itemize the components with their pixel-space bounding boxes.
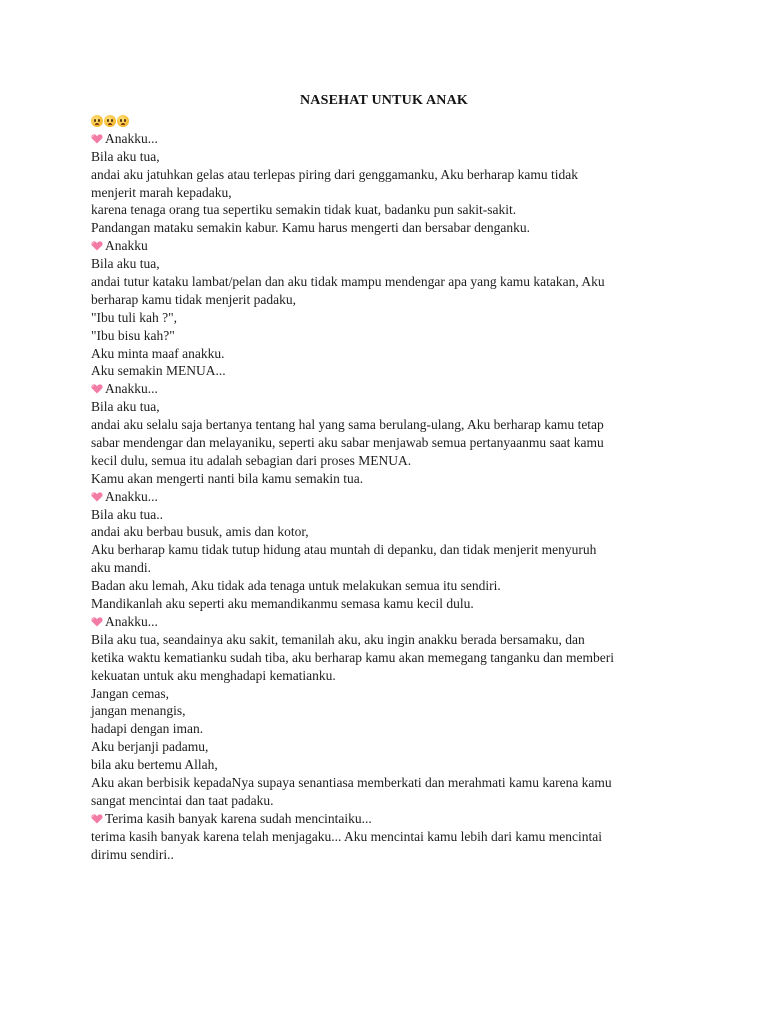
heart-icon xyxy=(91,492,103,502)
text-line-content: Aku semakin MENUA... xyxy=(91,363,226,379)
text-line xyxy=(91,362,691,380)
crying-face-icon xyxy=(104,115,116,127)
text-line xyxy=(91,345,691,363)
text-line xyxy=(91,756,691,774)
text-line-content: bila aku bertemu Allah, xyxy=(91,757,218,773)
text-line xyxy=(91,130,691,148)
text-line-content: berharap kamu tidak menjerit padaku, xyxy=(91,291,297,307)
text-line-content: Jangan cemas, xyxy=(91,685,169,701)
heart-icon xyxy=(91,134,103,144)
text-line-content: andai tutur kataku lambat/pelan dan aku tidak mampu mendengar apa yang kamu katakan, Aku xyxy=(91,274,605,290)
text-line-content: Anakku... xyxy=(105,488,158,504)
text-line-content: andai aku selalu saja bertanya tentang hal yang sama berulang-ulang, Aku berharap kamu tetap xyxy=(91,417,604,433)
text-line xyxy=(91,649,691,667)
text-line xyxy=(91,810,691,828)
text-line-content: kecil dulu, semua itu adalah sebagian dari proses MENUA. xyxy=(91,452,412,468)
heart-icon xyxy=(91,814,103,824)
text-line xyxy=(91,667,691,685)
text-line xyxy=(91,237,691,255)
text-line xyxy=(91,470,691,488)
text-line-content: Bila aku tua, xyxy=(91,256,160,272)
text-line xyxy=(91,631,691,649)
text-line xyxy=(91,309,691,327)
text-line-content: sangat mencintai dan taat padaku. xyxy=(91,792,274,808)
text-line-content: hadapi dengan iman. xyxy=(91,721,204,737)
text-line-content: dirimu sendiri.. xyxy=(91,846,174,862)
text-line-content: "Ibu tuli kah ?", xyxy=(91,309,178,325)
heart-icon xyxy=(91,617,103,627)
text-line xyxy=(91,828,691,846)
text-line-content: jangan menangis, xyxy=(91,703,186,719)
text-line xyxy=(91,720,691,738)
text-line-content: Terima kasih banyak karena sudah mencintaiku... xyxy=(105,810,372,826)
text-line-content: Mandikanlah aku seperti aku memandikanmu semasa kamu kecil dulu. xyxy=(91,596,474,612)
text-line xyxy=(91,291,691,309)
text-line xyxy=(91,792,691,810)
text-line-content: Anakku... xyxy=(105,381,158,397)
text-line-content: karena tenaga orang tua sepertiku semakin tidak kuat, badanku pun sakit-sakit. xyxy=(91,202,517,218)
text-line xyxy=(91,685,691,703)
text-line xyxy=(91,255,691,273)
text-line-content: Bila aku tua, seandainya aku sakit, temanilah aku, aku ingin anakku berada bersamaku, dan xyxy=(91,631,585,647)
text-line-content: sabar mendengar dan melayaniku, seperti aku sabar menjawab semua pertanyaanmu saat kamu xyxy=(91,435,604,451)
text-line-content: Pandangan mataku semakin kabur. Kamu harus mengerti dan bersabar denganku. xyxy=(91,220,530,236)
text-line-content: kekuatan untuk aku menghadapi kematianku. xyxy=(91,667,336,683)
text-line-content: Bila aku tua, xyxy=(91,148,160,164)
text-line-content: Badan aku lemah, Aku tidak ada tenaga untuk melakukan semua itu sendiri. xyxy=(91,578,501,594)
heart-icon xyxy=(91,384,103,394)
text-line-content: Anakku... xyxy=(105,613,158,629)
text-line-content: Anakku... xyxy=(105,130,158,146)
text-line-content: Bila aku tua, xyxy=(91,399,160,415)
paragraph-lines xyxy=(91,130,691,864)
text-line-content: aku mandi. xyxy=(91,560,151,576)
text-line-content: "Ibu bisu kah?" xyxy=(91,327,175,343)
text-line xyxy=(91,452,691,470)
text-line xyxy=(91,148,691,166)
document-body xyxy=(91,112,691,863)
text-line-content: andai aku jatuhkan gelas atau terlepas piring dari genggamanku, Aku berharap kamu tidak xyxy=(91,166,578,182)
document-title: NASEHAT UNTUK ANAK xyxy=(300,93,468,108)
text-line xyxy=(91,702,691,720)
text-line-content: terima kasih banyak karena telah menjagaku... Aku mencintai kamu lebih dari kamu mencintai xyxy=(91,828,602,844)
text-line-content: ketika waktu kematianku sudah tiba, aku berharap kamu akan memegang tanganku dan memberi xyxy=(91,649,614,665)
text-line xyxy=(91,488,691,506)
text-line xyxy=(91,613,691,631)
text-line xyxy=(91,506,691,524)
emoji-row xyxy=(91,112,691,130)
text-line xyxy=(91,398,691,416)
crying-face-icon xyxy=(117,115,129,127)
text-line-content: andai aku berbau busuk, amis dan kotor, xyxy=(91,524,309,540)
text-line xyxy=(91,184,691,202)
text-line xyxy=(91,559,691,577)
text-line xyxy=(91,380,691,398)
heart-icon xyxy=(91,241,103,251)
text-line-content: Kamu akan mengerti nanti bila kamu semakin tua. xyxy=(91,470,364,486)
text-line xyxy=(91,201,691,219)
text-line xyxy=(91,774,691,792)
text-line xyxy=(91,577,691,595)
text-line-content: menjerit marah kepadaku, xyxy=(91,184,232,200)
text-line xyxy=(91,846,691,864)
text-line-content: Bila aku tua.. xyxy=(91,506,163,522)
text-line-content: Aku minta maaf anakku. xyxy=(91,345,225,361)
text-line-content: Anakku xyxy=(105,238,148,254)
text-line xyxy=(91,273,691,291)
crying-face-icon xyxy=(91,115,103,127)
text-line xyxy=(91,416,691,434)
text-line xyxy=(91,595,691,613)
text-line xyxy=(91,541,691,559)
text-line-content: Aku berjanji padamu, xyxy=(91,739,209,755)
text-line xyxy=(91,738,691,756)
text-line xyxy=(91,523,691,541)
text-line xyxy=(91,327,691,345)
text-line xyxy=(91,434,691,452)
text-line xyxy=(91,219,691,237)
text-line-content: Aku akan berbisik kepadaNya supaya senantiasa memberkati dan merahmati kamu karena kamu xyxy=(91,774,612,790)
text-line xyxy=(91,166,691,184)
text-line-content: Aku berharap kamu tidak tutup hidung atau muntah di depanku, dan tidak menjerit menyuruh xyxy=(91,542,597,558)
